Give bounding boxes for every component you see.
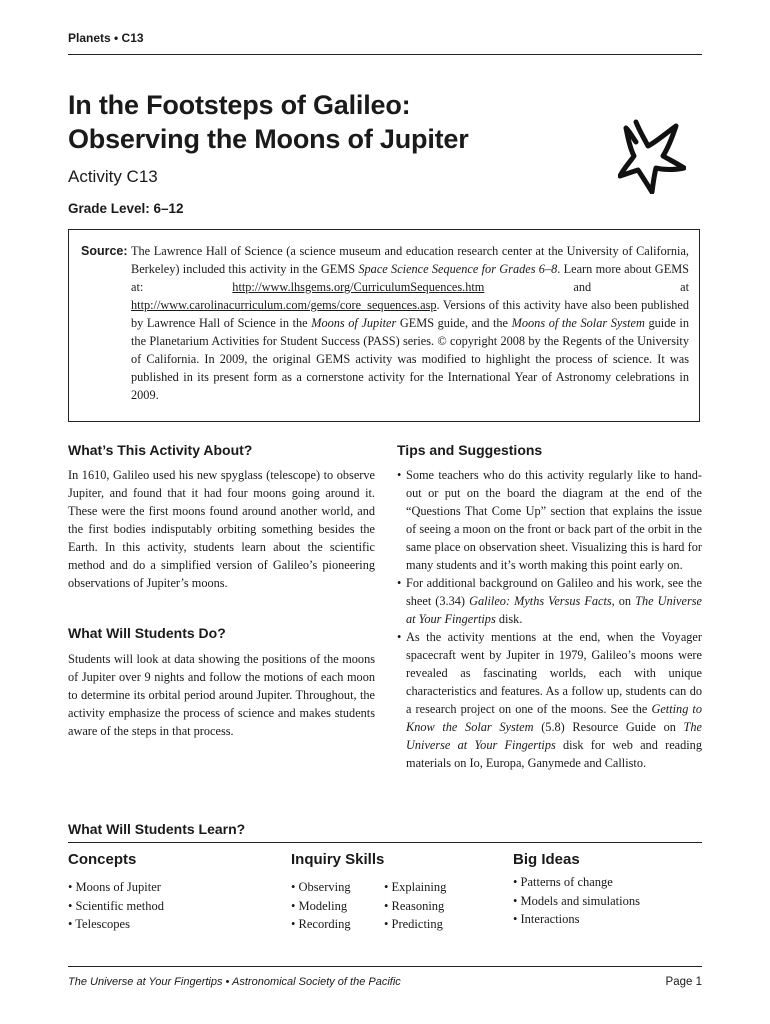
list-item: • Observing [291, 880, 351, 894]
list-item: • Recording [291, 917, 351, 931]
list-item: • Models and simulations [513, 893, 640, 908]
tip-item: • As the activity mentions at the end, when the Voyager spacecraft went by Jupiter in 1979, Galileo’s moons were revealed as fascinating worlds, each with unique characteristics and features. As a follow up, students can do a research project on one of the moons. See the Getting to Know the Solar System (5.8) Resource Guide on The Universe at Your Fingertips disk for web and reading materials on Io, Europa, Ganymede and Callisto. [397, 630, 702, 770]
learn-rule [68, 842, 702, 843]
hand-drawn-star-icon [618, 116, 686, 194]
about-heading: What’s This Activity About? [68, 442, 253, 458]
list-item: • Modeling [291, 898, 348, 913]
concepts-heading: Concepts [68, 851, 137, 868]
section-label: Planets • C13 [68, 31, 144, 45]
gems-link[interactable]: http://www.lhsgems.org/CurriculumSequences.htm [232, 280, 485, 294]
title-line-2: Observing the Moons of Jupiter [68, 124, 469, 154]
list-item: • Explaining [384, 880, 447, 894]
do-heading: What Will Students Do? [68, 625, 226, 641]
list-item: • Scientific method [68, 898, 165, 913]
list-item: • Predicting [384, 917, 443, 931]
source-box [68, 229, 700, 422]
tip-item: • Some teachers who do this activity regularly like to hand-out or put on the board the diagram at the end of the “Questions That Come Up” section that explains the issue of seeing a moon on the front or back part of the orbit in the same place on observation sheet. Visualizing this is hard for many students and it’s worth making this point early on. [397, 468, 702, 572]
inquiry-list-1 [291, 878, 351, 934]
about-body: In 1610, Galileo used his new spyglass (telescope) to observe Jupiter, and found that it had four moons going around it. These were the first moons found around another world, and the first bodies indisputably orbiting something besides the Earth. In this activity, students learn about the scientific method and do a simplified version of Galileo’s pioneering observations of Jupiter’s moons. [68, 468, 375, 590]
source-text: The Lawrence Hall of Science (a science museum and education research center at the University of California, Berkeley) included this activity in the GEMS Space Science Sequence for Grades 6–8. Learn more about GEMS at: http://www.lhsgems.org/CurriculumSequences.htm and at http://www.carolinacurriculum.com/gems/core_sequences.asp. Versions of this activity have also been published by Lawrence Hall of Science in the Moons of Jupiter GEMS guide, and the Moons of the Solar System guide in the Planetarium Activities for Student Success (PASS) series. © copyright 2008 by the Regents of the University of California. In 2009, the original GEMS activity was modified to highlight the process of science. It was published in its present form as a cornerstone activity for the International Year of Astronomy celebrations in 2009. [131, 244, 689, 402]
grade-level: Grade Level: 6–12 [68, 201, 184, 216]
header-rule [68, 54, 702, 55]
list-item: • Reasoning [384, 898, 445, 913]
activity-number: Activity C13 [68, 167, 158, 186]
inquiry-list-2 [384, 878, 446, 934]
concepts-list [68, 878, 164, 934]
list-item: • Interactions [513, 912, 580, 926]
tip-item: • For additional background on Galileo and his work, see the sheet (3.34) Galileo: Myths Versus Facts, on The Universe at Your Fingertips disk. [397, 576, 702, 626]
carolina-link[interactable]: http://www.carolinacurriculum.com/gems/core_sequences.asp [131, 298, 437, 312]
source-label: Source: [81, 244, 128, 258]
big-ideas-heading: Big Ideas [513, 851, 580, 868]
footer-credit: The Universe at Your Fingertips • Astronomical Society of the Pacific [68, 976, 401, 988]
list-item: • Patterns of change [513, 875, 613, 889]
tips-heading: Tips and Suggestions [397, 442, 543, 458]
list-item: • Moons of Jupiter [68, 880, 161, 894]
inquiry-heading: Inquiry Skills [291, 851, 385, 868]
page-title [68, 88, 469, 156]
tips-list [397, 466, 702, 772]
page-number: Page 1 [665, 976, 702, 988]
learn-heading: What Will Students Learn? [68, 821, 246, 837]
footer-rule [68, 966, 702, 967]
big-ideas-list [513, 873, 640, 929]
do-body: Students will look at data showing the positions of the moons of Jupiter over 9 nights and follow the motions of each moon to determine its orbital period around Jupiter. Throughout, the activity emphasize the process of science and makes students aware of the steps in that process. [68, 652, 375, 738]
title-line-1: In the Footsteps of Galileo: [68, 90, 411, 120]
list-item: • Telescopes [68, 917, 130, 931]
